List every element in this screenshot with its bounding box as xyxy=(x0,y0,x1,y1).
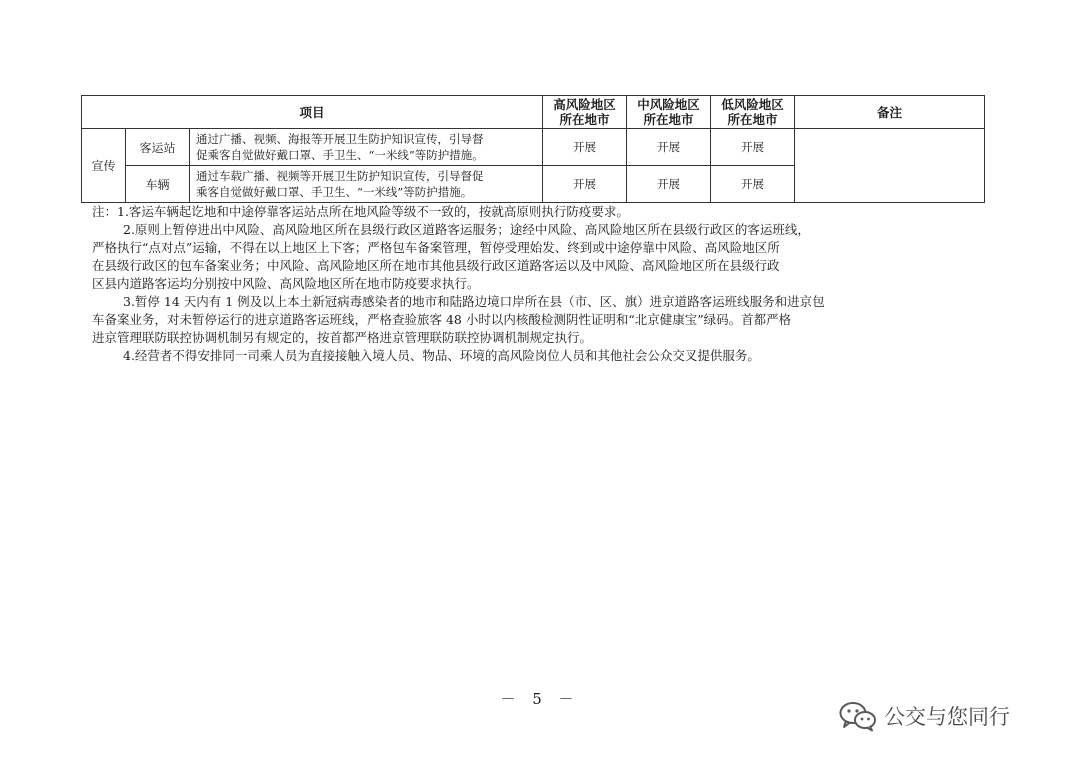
header-low-line1: 低风险地区 xyxy=(721,97,784,112)
content-line: 乘客自觉做好戴口罩、手卫生、“一米线”等防护措施。 xyxy=(196,185,473,199)
note-line: 进京管理联防联控协调机制另有规定的，按首都严格进京管理联防联控协调机制规定执行。 xyxy=(92,330,593,345)
header-low-line2: 所在地市 xyxy=(727,112,778,127)
note-line: 2.原则上暂停进出中风险、高风险地区所在县级行政区道路客运服务；途经中风险、高风险地区所在县级行政区的客运班线， xyxy=(123,222,810,237)
note-line: 车备案业务，对未暂停运行的进京道路客运班线，严格查验旅客 48 小时以内核酸检测阴性证明和“北京健康宝”绿码。首都严格 xyxy=(92,312,792,327)
low-risk-status: 开展 xyxy=(711,166,795,203)
notes-section xyxy=(92,203,962,365)
content-line: 通过广播、视频、海报等开展卫生防护知识宣传，引导督 xyxy=(196,132,484,146)
header-remark: 备注 xyxy=(795,96,985,129)
mid-risk-status: 开展 xyxy=(627,129,711,166)
header-low-risk xyxy=(711,96,795,129)
watermark xyxy=(838,699,1010,733)
note-line: 注：1.客运车辆起讫地和中途停靠客运站点所在地风险等级不一致的，按就高原则执行防疫要求。 xyxy=(92,204,629,219)
table-header-row xyxy=(82,96,985,129)
category-cell: 宣传 xyxy=(82,129,126,203)
note-line: 4.经营者不得安排同一司乘人员为直接接触入境人员、物品、环境的高风险岗位人员和其他社会公众交叉提供服务。 xyxy=(123,348,760,363)
note-line: 区县内道路客运均分别按中风险、高风险地区所在地市防疫要求执行。 xyxy=(92,276,480,291)
mid-risk-status: 开展 xyxy=(627,166,711,203)
watermark-text: 公交与您同行 xyxy=(884,705,1010,729)
wechat-icon xyxy=(838,700,878,732)
header-item: 项目 xyxy=(82,96,543,129)
header-high-risk xyxy=(543,96,627,129)
sub-item-cell: 车辆 xyxy=(126,166,190,203)
measures-table xyxy=(81,95,985,203)
content-line: 通过车载广播、视频等开展卫生防护知识宣传，引导督促 xyxy=(196,169,484,183)
header-high-line1: 高风险地区 xyxy=(553,97,616,112)
high-risk-status: 开展 xyxy=(543,166,627,203)
header-mid-line2: 所在地市 xyxy=(643,112,694,127)
table-row xyxy=(82,129,985,166)
page-number: － 5 － xyxy=(500,690,580,708)
content-cell xyxy=(190,166,543,203)
sub-item-cell: 客运站 xyxy=(126,129,190,166)
header-mid-line1: 中风险地区 xyxy=(637,97,700,112)
remark-cell xyxy=(795,129,985,203)
content-cell xyxy=(190,129,543,166)
low-risk-status: 开展 xyxy=(711,129,795,166)
content-line: 促乘客自觉做好戴口罩、手卫生、“一米线”等防护措施。 xyxy=(196,148,484,162)
note-line: 严格执行“点对点”运输，不得在以上地区上下客；严格包车备案管理，暂停受理始发、终到或中途停靠中风险、高风险地区所 xyxy=(92,240,780,255)
header-high-line2: 所在地市 xyxy=(559,112,610,127)
note-line: 在县级行政区的包车备案业务；中风险、高风险地区所在地市其他县级行政区道路客运以及中风险、高风险地区所在县级行政 xyxy=(92,258,780,273)
high-risk-status: 开展 xyxy=(543,129,627,166)
header-mid-risk xyxy=(627,96,711,129)
note-line: 3.暂停 14 天内有 1 例及以上本土新冠病毒感染者的地市和陆路边境口岸所在县（市、区、旗）进京道路客运班线服务和进京包 xyxy=(123,294,825,309)
